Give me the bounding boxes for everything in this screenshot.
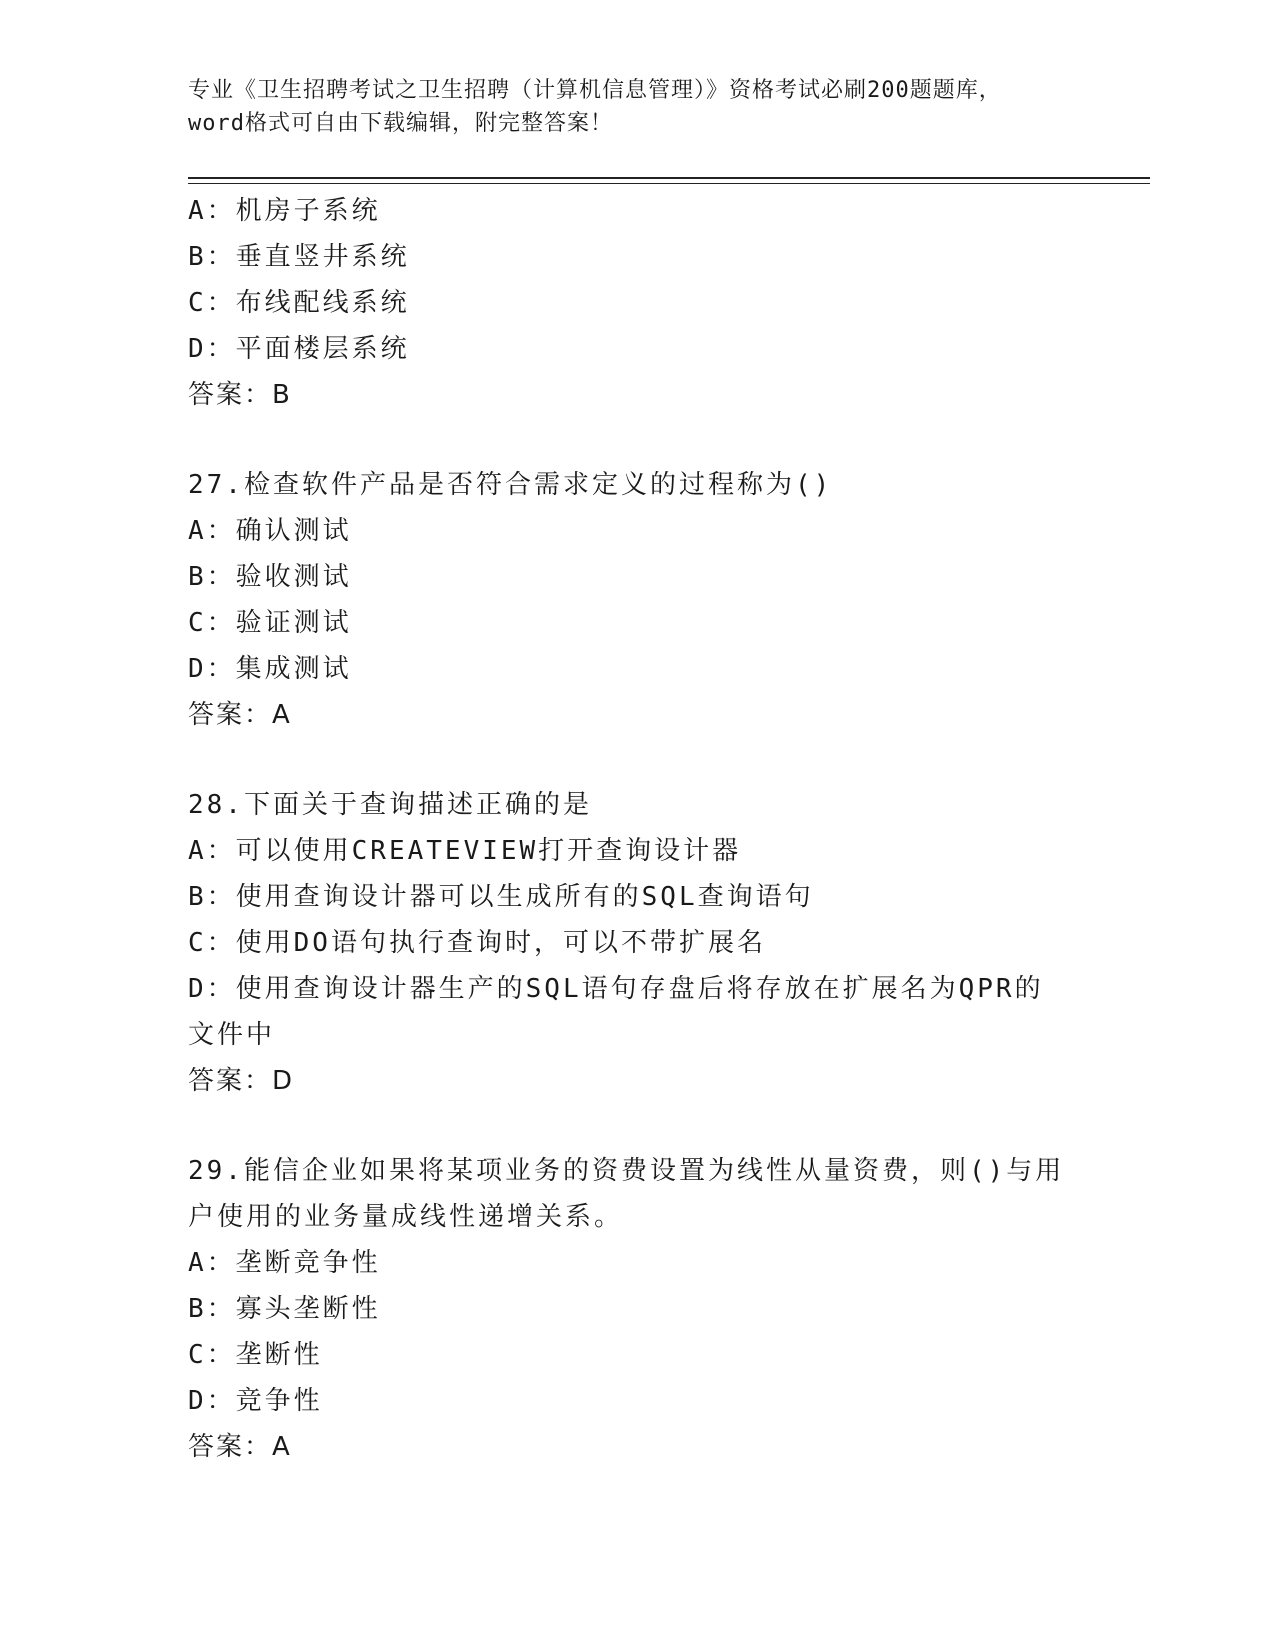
header-line-1: 专业《卫生招聘考试之卫生招聘（计算机信息管理）》资格考试必刷200题题库， bbox=[188, 78, 1002, 103]
question-block-26 bbox=[188, 188, 1068, 418]
option-c: C：垄断性 bbox=[188, 1340, 323, 1370]
question-text: 28.下面关于查询描述正确的是 bbox=[188, 790, 592, 820]
option-d: D：竞争性 bbox=[188, 1386, 323, 1416]
answer: 答案：B bbox=[188, 380, 292, 410]
option-d: D：使用查询设计器生产的SQL语句存盘后将存放在扩展名为QPR的文件中 bbox=[188, 974, 1044, 1050]
option-b: B：使用查询设计器可以生成所有的SQL查询语句 bbox=[188, 882, 814, 912]
header-divider-thin bbox=[188, 183, 1150, 184]
option-c: C：布线配线系统 bbox=[188, 288, 410, 318]
option-d: D：集成测试 bbox=[188, 654, 352, 684]
question-text: 29.能信企业如果将某项业务的资费设置为线性从量资费，则()与用户使用的业务量成线性递增关系。 bbox=[188, 1156, 1065, 1232]
option-a: A：确认测试 bbox=[188, 516, 352, 546]
option-c: C：使用DO语句执行查询时，可以不带扩展名 bbox=[188, 928, 766, 958]
option-b: B：验收测试 bbox=[188, 562, 352, 592]
answer: 答案：D bbox=[188, 1066, 295, 1096]
question-list bbox=[188, 188, 1068, 1470]
option-b: B：垂直竖井系统 bbox=[188, 242, 410, 272]
header-divider-thick bbox=[188, 177, 1150, 179]
question-text: 27.检查软件产品是否符合需求定义的过程称为() bbox=[188, 470, 833, 500]
option-a: A：可以使用CREATEVIEW打开查询设计器 bbox=[188, 836, 742, 866]
answer: 答案：A bbox=[188, 700, 292, 730]
question-block-28 bbox=[188, 782, 1068, 1104]
option-a: A：垄断竞争性 bbox=[188, 1248, 381, 1278]
answer: 答案：A bbox=[188, 1432, 292, 1462]
option-d: D：平面楼层系统 bbox=[188, 334, 410, 364]
option-b: B：寡头垄断性 bbox=[188, 1294, 381, 1324]
document-header bbox=[188, 74, 1088, 140]
question-block-27 bbox=[188, 462, 1068, 738]
option-a: A：机房子系统 bbox=[188, 196, 381, 226]
option-c: C：验证测试 bbox=[188, 608, 352, 638]
header-line-2: word格式可自由下载编辑，附完整答案！ bbox=[188, 111, 613, 136]
question-block-29 bbox=[188, 1148, 1068, 1470]
